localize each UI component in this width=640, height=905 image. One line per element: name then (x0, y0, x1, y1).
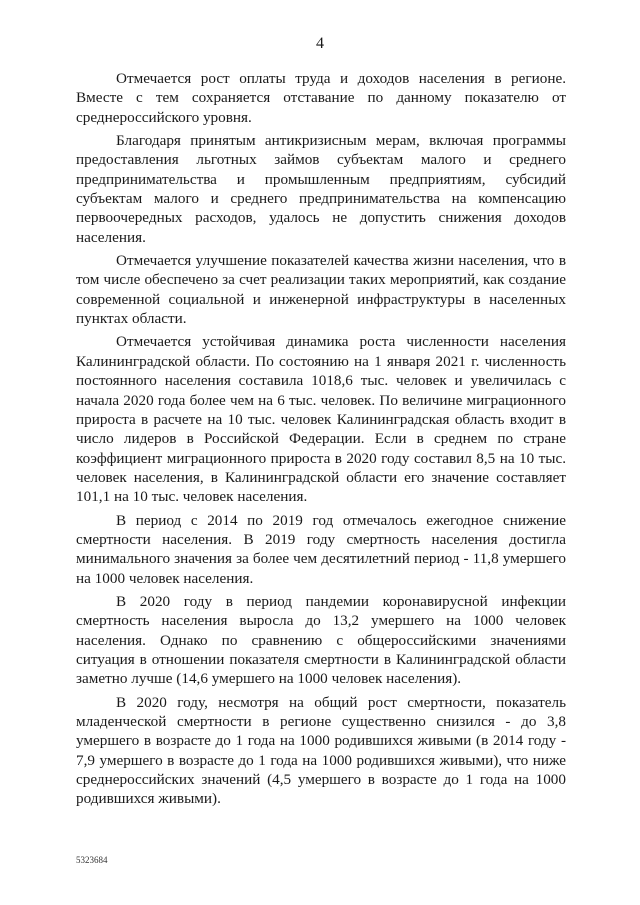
paragraph-mortality-decline: В период с 2014 по 2019 год отмечалось ежегодное снижение смертности населения. В 2019 году смертность населения достигла минимального значения за более чем десятилетний период - 11,8 умершего на 1000 человек населения. (76, 511, 566, 587)
page-number: 4 (316, 35, 324, 52)
paragraph-pandemic-mortality: В 2020 году в период пандемии коронавирусной инфекции смертность населения выросла до 13,2 умершего на 1000 человек населения. Однако по сравнению с общероссийскими значениями ситуация в отношении показателя смертности в Калининградской области заметно лучше (14,6 умершего на 1000 человек населения). (76, 592, 566, 688)
paragraph-population-growth: Отмечается устойчивая динамика роста численности населения Калининградской области. По состоянию на 1 января 2021 г. численность постоянного населения составила 1018,6 тыс. человек и увеличилась с начала 2020 года более чем на 6 тыс. человек. По величине миграционного прироста в расчете на 10 тыс. человек Калининградская область входит в число лидеров в Российской Федерации. Если в среднем по стране коэффициент миграционного прироста в 2020 году составил 8,5 на 10 тыс. человек населения, в Калининградской области его значение составляет 101,1 на 10 тыс. человек населения. (76, 333, 566, 506)
paragraph-infant-mortality: В 2020 году, несмотря на общий рост смертности, показатель младенческой смертности в регионе существенно снизился - до 3,8 умершего в возрасте до 1 года на 1000 родившихся живыми (в 2014 году - 7,9 умершего в возрасте до 1 года на 1000 родившихся живыми), что ниже среднероссийских значений (4,5 умершего в возрасте до 1 года на 1000 родившихся живыми). (76, 693, 566, 808)
document-body (76, 69, 566, 813)
paragraph-anticrisis-measures: Благодаря принятым антикризисным мерам, включая программы предоставления льготных займов субъектам малого и среднего предпринимательства и промышленным предприятиям, субсидий субъектам малого и среднего предпринимательства на компенсацию первоочередных расходов, удалось не допустить снижения доходов населения. (76, 132, 566, 246)
paragraph-quality-of-life: Отмечается улучшение показателей качества жизни населения, что в том числе обеспечено за счет реализации таких мероприятий, как создание современной социальной и инженерной инфраструктуры в населенных пунктах области. (76, 252, 566, 328)
paragraph-wage-growth: Отмечается рост оплаты труда и доходов населения в регионе. Вместе с тем сохраняется отставание по данному показателю от среднероссийского уровня. (76, 70, 566, 126)
document-id: 5323684 (76, 855, 108, 865)
